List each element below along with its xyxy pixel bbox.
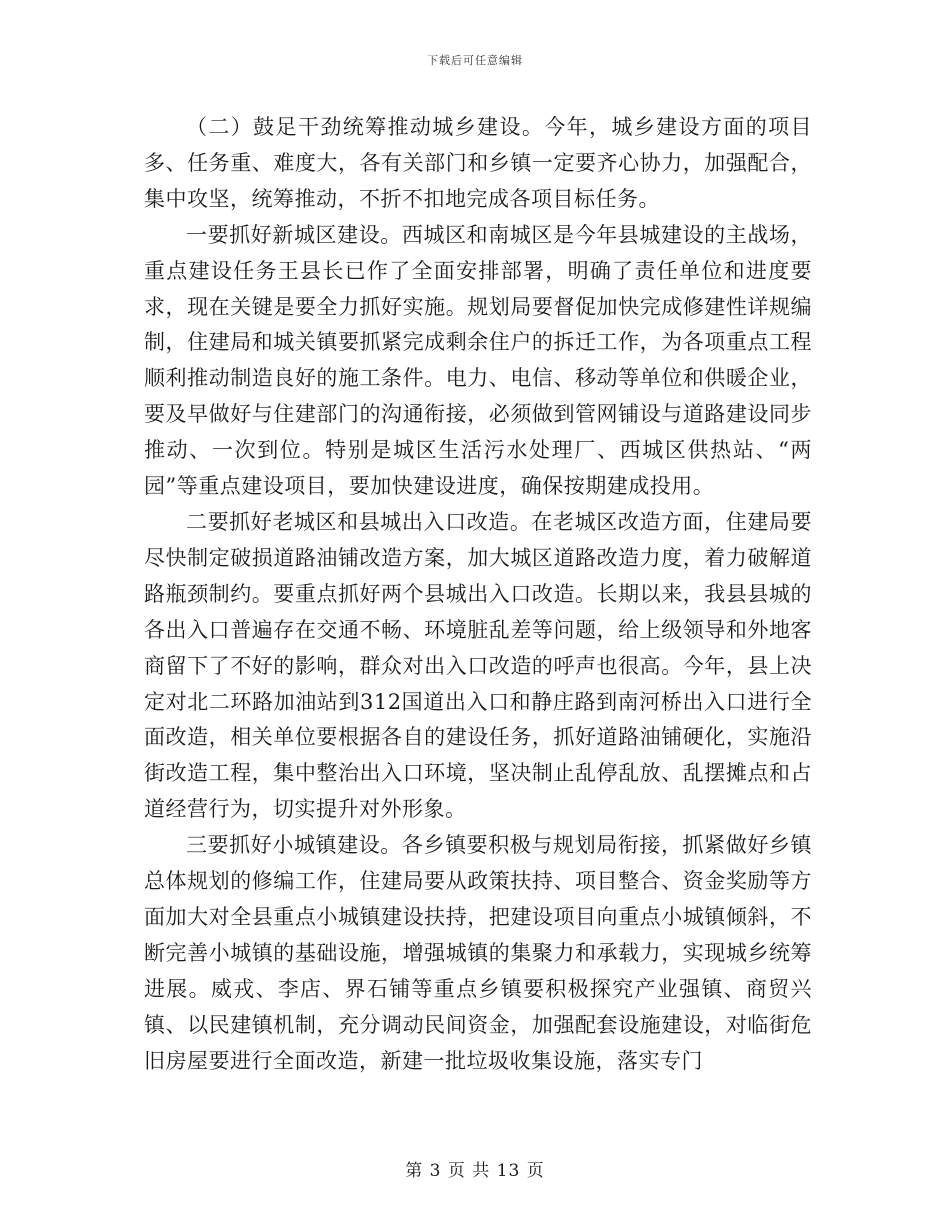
paragraph-2: 一要抓好新城区建设。西城区和南城区是今年县城建设的主战场，重点建设任务王县长已作了全面安排部署，明确了责任单位和进度要求，现在关键是要全力抓好实施。规划局要督促加快完成修建性详规编制，住建局和城关镇要抓紧完成剩余住户的拆迁工作，为各项重点工程顺利推动制造良好的施工条件。电力、电信、移动等单位和供暖企业，要及早做好与住建部门的沟通衔接，必须做到管网铺设与道路建设同步推动、一次到位。特别是城区生活污水处理厂、西城区供热站、“两园”等重点建设项目，要加快建设进度，确保按期建成投用。: [144, 222, 812, 499]
paragraph-4: 三要抓好小城镇建设。各乡镇要积极与规划局衔接，抓紧做好乡镇总体规划的修编工作，住建局要从政策扶持、项目整合、资金奖励等方面加大对全县重点小城镇建设扶持，把建设项目向重点小城镇倾斜，不断完善小城镇的基础设施，增强城镇的集聚力和承载力，实现城乡统筹进展。威戎、李店、界石铺等重点乡镇要积极探究产业强镇、商贸兴镇、以民建镇机制，充分调动民间资金，加强配套设施建设，对临街危旧房屋要进行全面改造，新建一批垃圾收集设施，落实专门: [144, 833, 812, 1073]
page-header: 下载后可任意编辑: [427, 54, 523, 67]
document-body: [144, 110, 812, 1079]
paragraph-3: 二要抓好老城区和县城出入口改造。在老城区改造方面，住建局要尽快制定破损道路油铺改造方案，加大城区道路改造力度，着力破解道路瓶颈制约。要重点抓好两个县城出入口改造。长期以来，我县县城的各出入口普遍存在交通不畅、环境脏乱差等问题，给上级领导和外地客商留下了不好的影响，群众对出入口改造的呼声也很高。今年，县上决定对北二环路加油站到312国道出入口和静庄路到南河桥出入口进行全面改造，相关单位要根据各自的建设任务，抓好道路油铺硬化，实施沿街改造工程，集中整治出入口环境，坚决制止乱停乱放、乱摆摊点和占道经营行为，切实提升对外形象。: [144, 509, 812, 822]
paragraph-1: （二）鼓足干劲统筹推动城乡建设。今年，城乡建设方面的项目多、任务重、难度大，各有关部门和乡镇一定要齐心协力，加强配合，集中攻坚，统筹推动，不折不扣地完成各项目标任务。: [144, 115, 812, 211]
page-number-footer: 第 3 页 共 13 页: [405, 1161, 545, 1181]
